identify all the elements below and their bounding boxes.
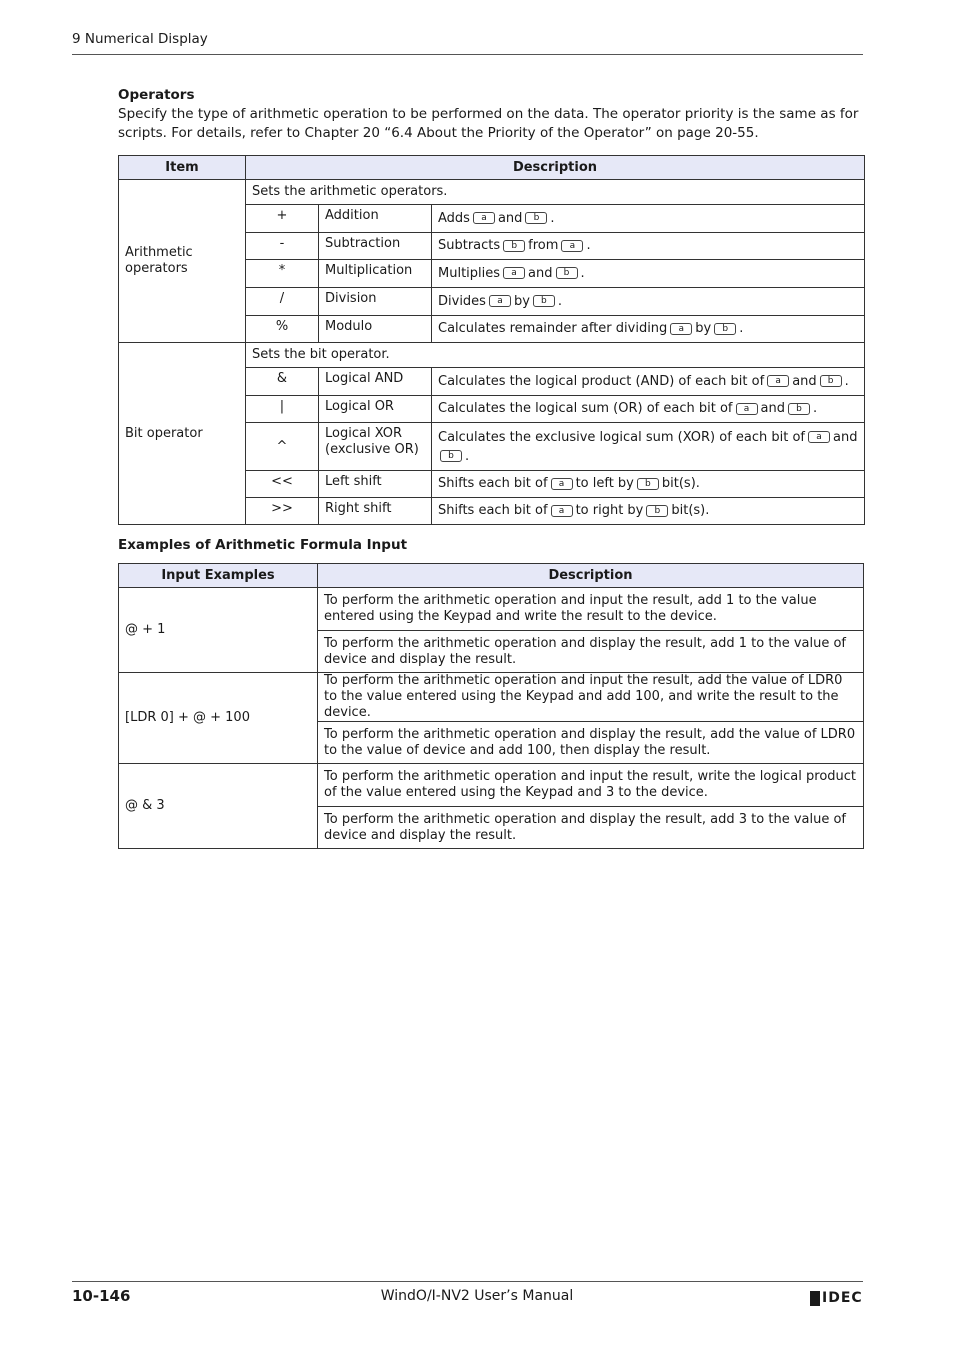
operator-symbol: | <box>246 396 319 423</box>
operator-description: Divides a by b . <box>432 288 865 316</box>
header-input-examples: Input Examples <box>119 564 318 588</box>
operator-name: Logical XOR (exclusive OR) <box>319 423 432 471</box>
operand-a-key: a <box>489 295 511 307</box>
example-description: To perform the arithmetic operation and input the result, write the logical product of the value entered using the Keypad and 3 to the device. <box>318 764 864 807</box>
example-description: To perform the arithmetic operation and input the result, add 1 to the value entered using the Keypad and write the result to the device. <box>318 588 864 631</box>
operator-description: Calculates the logical sum (OR) of each bit of a and b . <box>432 396 865 423</box>
bit-summary: Sets the bit operator. <box>246 343 865 368</box>
operator-symbol: * <box>246 260 319 288</box>
operator-description: Calculates the logical product (AND) of each bit of a and b . <box>432 368 865 396</box>
operator-symbol: % <box>246 316 319 343</box>
operator-name: Subtraction <box>319 233 432 260</box>
operator-description: Subtracts b from a . <box>432 233 865 260</box>
operand-b-key: b <box>525 212 547 224</box>
running-header: 9 Numerical Display <box>72 31 208 47</box>
header-rule <box>72 54 863 55</box>
manual-title: WindO/I-NV2 User’s Manual <box>380 1288 574 1304</box>
operator-name: Logical AND <box>319 368 432 396</box>
operator-name: Modulo <box>319 316 432 343</box>
operand-a-key: a <box>808 431 830 443</box>
example-input: @ + 1 <box>119 588 318 673</box>
operand-b-key: b <box>440 450 462 462</box>
examples-table <box>118 563 864 849</box>
operators-intro: Specify the type of arithmetic operation to be performed on the data. The operator priority is the same as for scripts. For details, refer to Chapter 20 “6.4 About the Priority of the Operator” on page 20-55. <box>118 106 859 141</box>
operand-a-key: a <box>670 323 692 335</box>
operator-symbol: << <box>246 471 319 498</box>
logo-mark-icon <box>810 1291 820 1306</box>
table-row <box>119 588 864 631</box>
page-number: 10-146 <box>72 1287 131 1305</box>
operator-symbol: >> <box>246 498 319 525</box>
header-description: Description <box>246 156 865 180</box>
operand-b-key: b <box>533 295 555 307</box>
header-description: Description <box>318 564 864 588</box>
operand-b-key: b <box>646 505 668 517</box>
operand-b-key: b <box>556 267 578 279</box>
example-description: To perform the arithmetic operation and display the result, add 3 to the value of device and display the result. <box>318 807 864 849</box>
operand-a-key: a <box>503 267 525 279</box>
operand-a-key: a <box>473 212 495 224</box>
example-description: To perform the arithmetic operation and input the result, add the value of LDR0 to the value entered using the Keypad and add 100, and write the result to the device. <box>318 673 864 722</box>
operand-a-key: a <box>767 375 789 387</box>
operator-symbol: + <box>246 205 319 233</box>
operator-name: Multiplication <box>319 260 432 288</box>
operand-b-key: b <box>820 375 842 387</box>
operator-description: Shifts each bit of a to right by b bit(s). <box>432 498 865 525</box>
operand-b-key: b <box>714 323 736 335</box>
operator-description: Calculates the exclusive logical sum (XOR) of each bit of a and b . <box>432 423 865 471</box>
operand-a-key: a <box>561 240 583 252</box>
operator-description: Shifts each bit of a to left by b bit(s). <box>432 471 865 498</box>
operator-description: Adds a and b . <box>432 205 865 233</box>
example-description: To perform the arithmetic operation and display the result, add 1 to the value of device and display the result. <box>318 631 864 673</box>
operator-description: Multiplies a and b . <box>432 260 865 288</box>
operator-description: Calculates remainder after dividing a by b . <box>432 316 865 343</box>
operand-b-key: b <box>788 403 810 415</box>
operator-symbol: / <box>246 288 319 316</box>
table-row <box>119 673 864 722</box>
arithmetic-summary: Sets the arithmetic operators. <box>246 180 865 205</box>
footer-rule <box>72 1281 863 1282</box>
operand-b-key: b <box>503 240 525 252</box>
operator-symbol: ^ <box>246 423 319 471</box>
idec-logo: IDEC <box>810 1290 863 1306</box>
example-input: @ & 3 <box>119 764 318 849</box>
operator-name: Division <box>319 288 432 316</box>
operators-title: Operators <box>118 87 195 103</box>
operator-symbol: & <box>246 368 319 396</box>
operator-symbol: - <box>246 233 319 260</box>
example-description: To perform the arithmetic operation and display the result, add the value of LDR0 to the value of device and add 100, then display the result. <box>318 722 864 764</box>
operand-a-key: a <box>551 505 573 517</box>
header-item: Item <box>119 156 246 180</box>
operator-name: Right shift <box>319 498 432 525</box>
item-bit: Bit operator <box>119 343 246 525</box>
operand-b-key: b <box>637 478 659 490</box>
operator-name: Logical OR <box>319 396 432 423</box>
operand-a-key: a <box>551 478 573 490</box>
operators-table <box>118 155 865 525</box>
operand-a-key: a <box>736 403 758 415</box>
operator-name: Addition <box>319 205 432 233</box>
operator-name: Left shift <box>319 471 432 498</box>
example-input: [LDR 0] + @ + 100 <box>119 673 318 764</box>
examples-title: Examples of Arithmetic Formula Input <box>118 537 408 553</box>
table-row <box>119 764 864 807</box>
item-arithmetic: Arithmetic operators <box>119 180 246 343</box>
